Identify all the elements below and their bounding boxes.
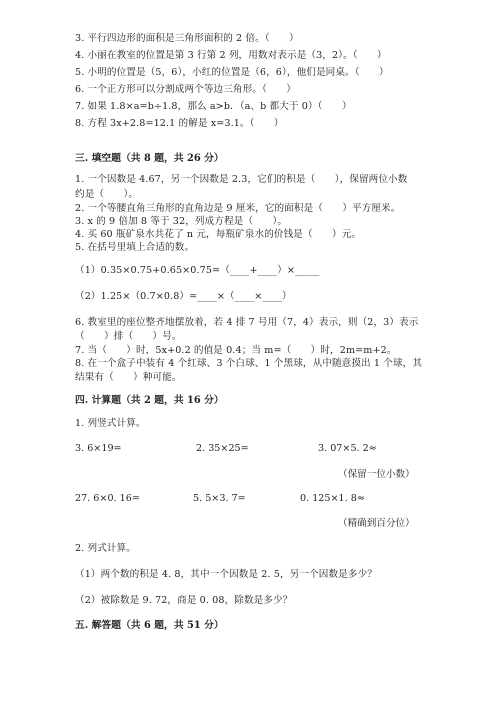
fill-q8-line1: 8. 在一个盒子中装有 4 个红球、3 个白球、1 个黑球，从中随意摸出 1 个球，其 [75,358,423,369]
calc-item-6: 0. 125×1. 8≈ [300,493,365,504]
judge-item-4: 4. 小丽在教室的位置是第 3 行第 2 列，用数对表示是（3，2）。（ ） [75,50,387,61]
calc-item-2: 2. 35×25= [196,443,249,454]
calc-item-3: 3. 07×5. 2≈ [318,443,377,454]
calc-part2-q1: （1）两个数的积是 4. 8，其中一个因数是 2. 5，另一个因数是多少？ [75,569,377,580]
fill-q3: 3. x 的 9 倍加 8 等于 32，列成方程是（ ）。 [75,216,288,227]
calc-item-1: 3. 6×19= [75,443,122,454]
calc-note-2: （精确到百分位） [338,518,415,529]
fill-q5: 5. 在括号里填上合适的数。 [75,242,195,253]
fill-q5-sub2: （2）1.25×（0.7×0.8）=____×（____×____） [75,291,292,302]
calc-note-1: （保留一位小数） [338,469,415,480]
calc-part2-q2: （2）被除数是 9. 72，商是 0. 08，除数是多少？ [75,595,293,606]
fill-q1-line2: 约是（ ）。 [75,189,139,200]
judge-item-8: 8. 方程 3x+2.8=12.1 的解是 x=3.1。（ ） [75,118,284,129]
judge-item-5: 5. 小明的位置是（5，6），小红的位置是（6，6），他们是同桌。（ ） [75,67,389,78]
calc-part2-title: 2. 列式计算。 [75,543,136,554]
section-4-title: 四. 计算题（共 2 题，共 16 分） [75,395,224,406]
fill-q7: 7. 当（ ）时，5x+0.2 的值是 0.4；当 m=（ ）时，2m=m+2。 [75,345,397,356]
fill-q8-line2: 结果有（ ）种可能。 [75,372,182,383]
fill-q4: 4. 买 60 瓶矿泉水共花了 n 元，每瓶矿泉水的价钱是（ ）元。 [75,229,362,240]
section-3-title: 三. 填空题（共 8 题，共 26 分） [75,153,224,164]
judge-item-6: 6. 一个正方形可以分割成两个等边三角形。（ ） [75,84,296,95]
fill-q2: 2. 一个等腰直角三角形的直角边是 9 厘米，它的面积是（ ）平方厘米。 [75,203,401,214]
section-5-title: 五. 解答题（共 6 题，共 51 分） [75,620,224,631]
calc-item-4: 27. 6×0. 16= [75,493,140,504]
fill-q5-sub1: （1）0.35×0.75+0.65×0.75=（____+____）×_____ [75,265,320,276]
fill-q6-line1: 6. 教室里的座位整齐地摆放着，若 4 排 7 号用（7，4）表示，则（2，3）表示 [75,317,419,328]
calc-item-5: 5. 5×3. 7= [193,493,246,504]
fill-q1-line1: 1. 一个因数是 4.67，另一个因数是 2.3，它们的积是（ ），保留两位小数 [75,174,408,185]
judge-item-3: 3. 平行四边形的面积是三角形面积的 2 倍。（ ） [75,33,299,44]
fill-q6-line2: （ ）排（ ）号。 [75,331,182,342]
judge-item-7: 7. 如果 1.8×a=b÷1.8，那么 a>b．（a、b 都大于 0）（ ） [75,101,352,112]
calc-part1-title: 1. 列竖式计算。 [75,418,146,429]
